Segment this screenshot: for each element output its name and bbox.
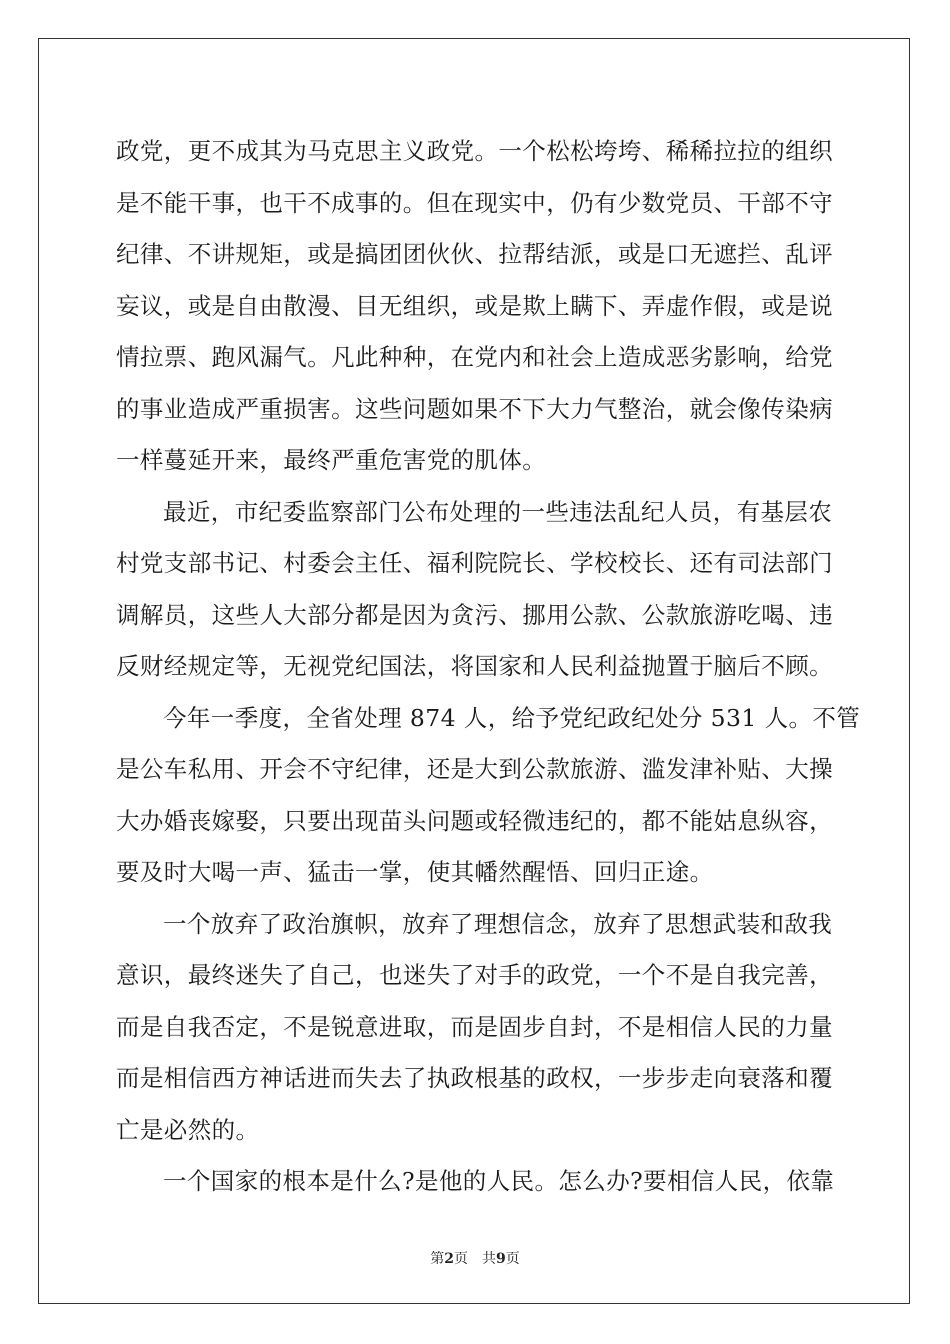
page-number (0, 1248, 950, 1268)
body-line: 大办婚丧嫁娶，只要出现苗头问题或轻微违纪的，都不能姑息纵容， (116, 806, 833, 835)
body-line: 调解员，这些人大部分都是因为贪污、挪用公款、公款旅游吃喝、违 (116, 600, 833, 629)
paragraph-start-line: 今年一季度，全省处理 874 人，给予党纪政纪处分 531 人。不管 (163, 703, 861, 732)
paragraph-start-line: 一个放弃了政治旗帜，放弃了理想信念，放弃了思想武装和敌我 (163, 909, 833, 938)
body-line: 的事业造成严重损害。这些问题如果不下大力气整治，就会像传染病 (116, 394, 833, 423)
body-line: 意识，最终迷失了自己，也迷失了对手的政党，一个不是自我完善， (116, 961, 833, 989)
page-separator: 页 共 (454, 1251, 496, 1267)
body-line: 纪律、不讲规矩，或是搞团团伙伙、拉帮结派，或是口无遮拦、乱评 (116, 240, 833, 268)
page-suffix: 页 (505, 1251, 520, 1267)
body-line: 亡是必然的。 (116, 1115, 260, 1144)
body-line: 是不能干事，也干不成事的。但在现实中，仍有少数党员、干部不守 (116, 188, 833, 217)
current-page-number: 2 (444, 1251, 454, 1267)
body-line: 而是自我否定，不是锐意进取，而是固步自封，不是相信人民的力量 (116, 1012, 833, 1041)
body-line: 要及时大喝一声、猛击一掌，使其幡然醒悟、回归正途。 (116, 858, 714, 886)
paragraph-start-line: 最近，市纪委监察部门公布处理的一些违法乱纪人员，有基层农 (163, 497, 833, 526)
body-line: 情拉票、跑风漏气。凡此种种，在党内和社会上造成恶劣影响，给党 (116, 343, 833, 371)
total-page-number: 9 (496, 1251, 506, 1267)
body-line: 妄议，或是自由散漫、目无组织，或是欺上瞒下、弄虚作假，或是说 (116, 291, 833, 320)
body-line: 村党支部书记、村委会主任、福利院院长、学校校长、还有司法部门 (116, 549, 833, 577)
body-line: 反财经规定等，无视党纪国法，将国家和人民利益抛置于脑后不顾。 (116, 652, 833, 680)
body-line: 是公车私用、开会不守纪律，还是大到公款旅游、滥发津补贴、大操 (116, 755, 833, 783)
body-line: 而是相信西方神话进而失去了执政根基的政权，一步步走向衰落和覆 (116, 1064, 833, 1092)
body-line: 一样蔓延开来，最终严重危害党的肌体。 (116, 446, 547, 474)
body-line: 政党，更不成其为马克思主义政党。一个松松垮垮、稀稀拉拉的组织 (116, 137, 833, 165)
page-prefix: 第 (430, 1251, 445, 1267)
document-body (116, 126, 861, 1208)
paragraph-start-line: 一个国家的根本是什么?是他的人民。怎么办?要相信人民，依靠 (163, 1167, 835, 1195)
